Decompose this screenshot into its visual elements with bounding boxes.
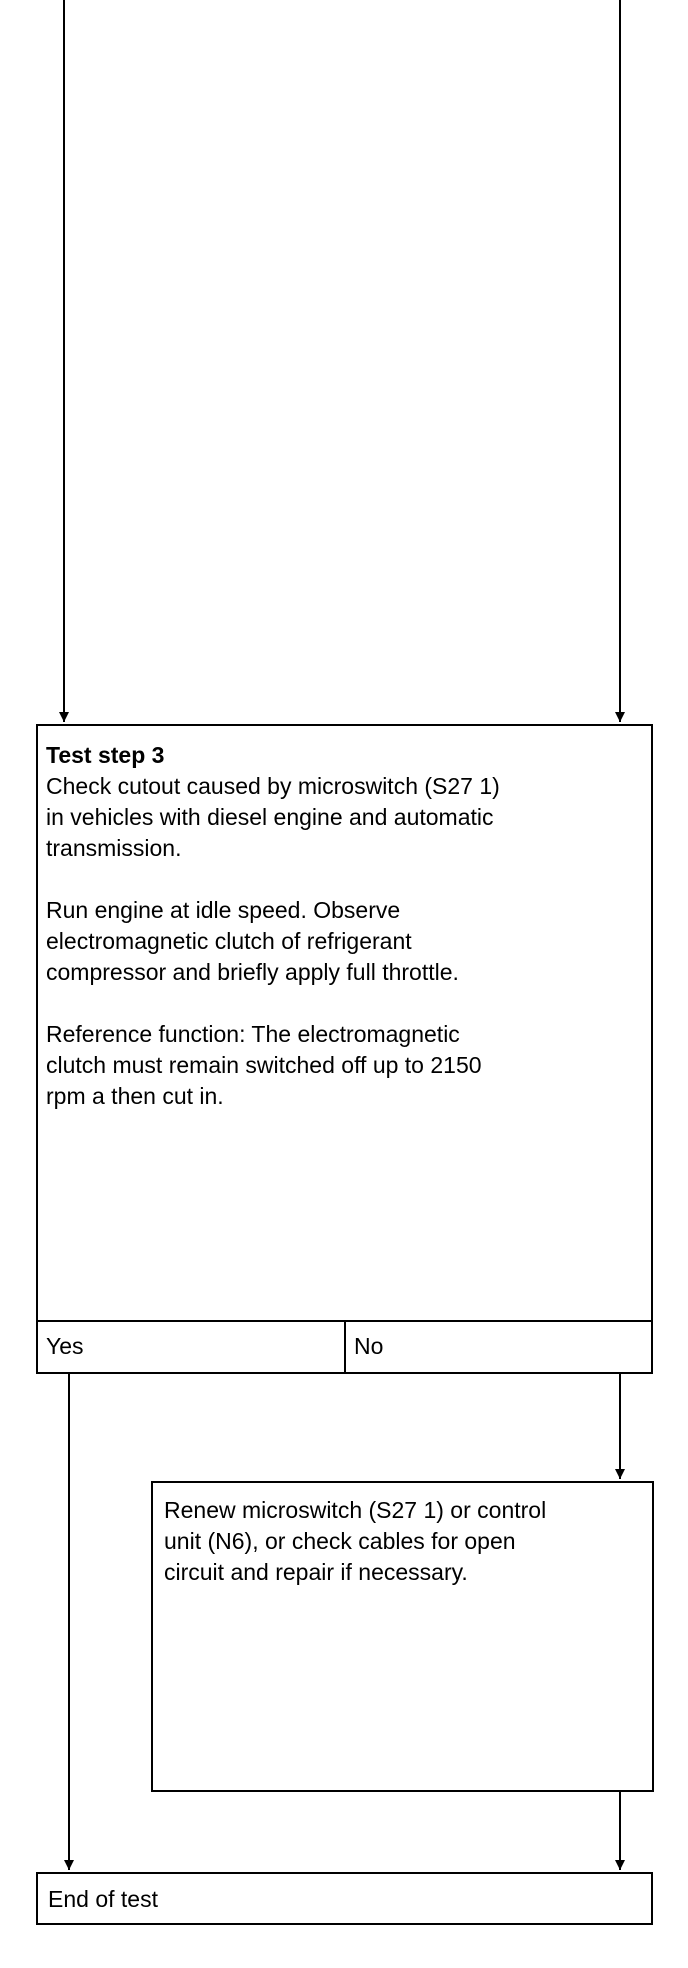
end-of-test-box — [36, 1872, 653, 1925]
test-step-body — [46, 740, 643, 1112]
test-step-title: Test step 3 — [46, 742, 165, 768]
yes-branch-cell — [38, 1322, 346, 1372]
answer-row — [38, 1320, 651, 1372]
test-step-paragraph-check: Check cutout caused by microswitch (S27 1) in vehicles with diesel engine and automatic transmission. — [46, 773, 500, 861]
no-branch-cell — [346, 1322, 651, 1372]
test-step-paragraph-procedure: Run engine at idle speed. Observe electromagnetic clutch of refrigerant compressor and briefly apply full throttle. — [46, 897, 459, 985]
repair-action-box — [151, 1481, 654, 1792]
repair-action-text: Renew microswitch (S27 1) or control unit (N6), or check cables for open circuit and repair if necessary. — [164, 1497, 547, 1585]
yes-label: Yes — [46, 1333, 84, 1359]
no-label: No — [354, 1333, 384, 1359]
test-step-paragraph-reference: Reference function: The electromagnetic clutch must remain switched off up to 2150 rpm a then cut in. — [46, 1021, 482, 1109]
test-step-box — [36, 724, 653, 1374]
end-of-test-label: End of test — [48, 1886, 158, 1912]
